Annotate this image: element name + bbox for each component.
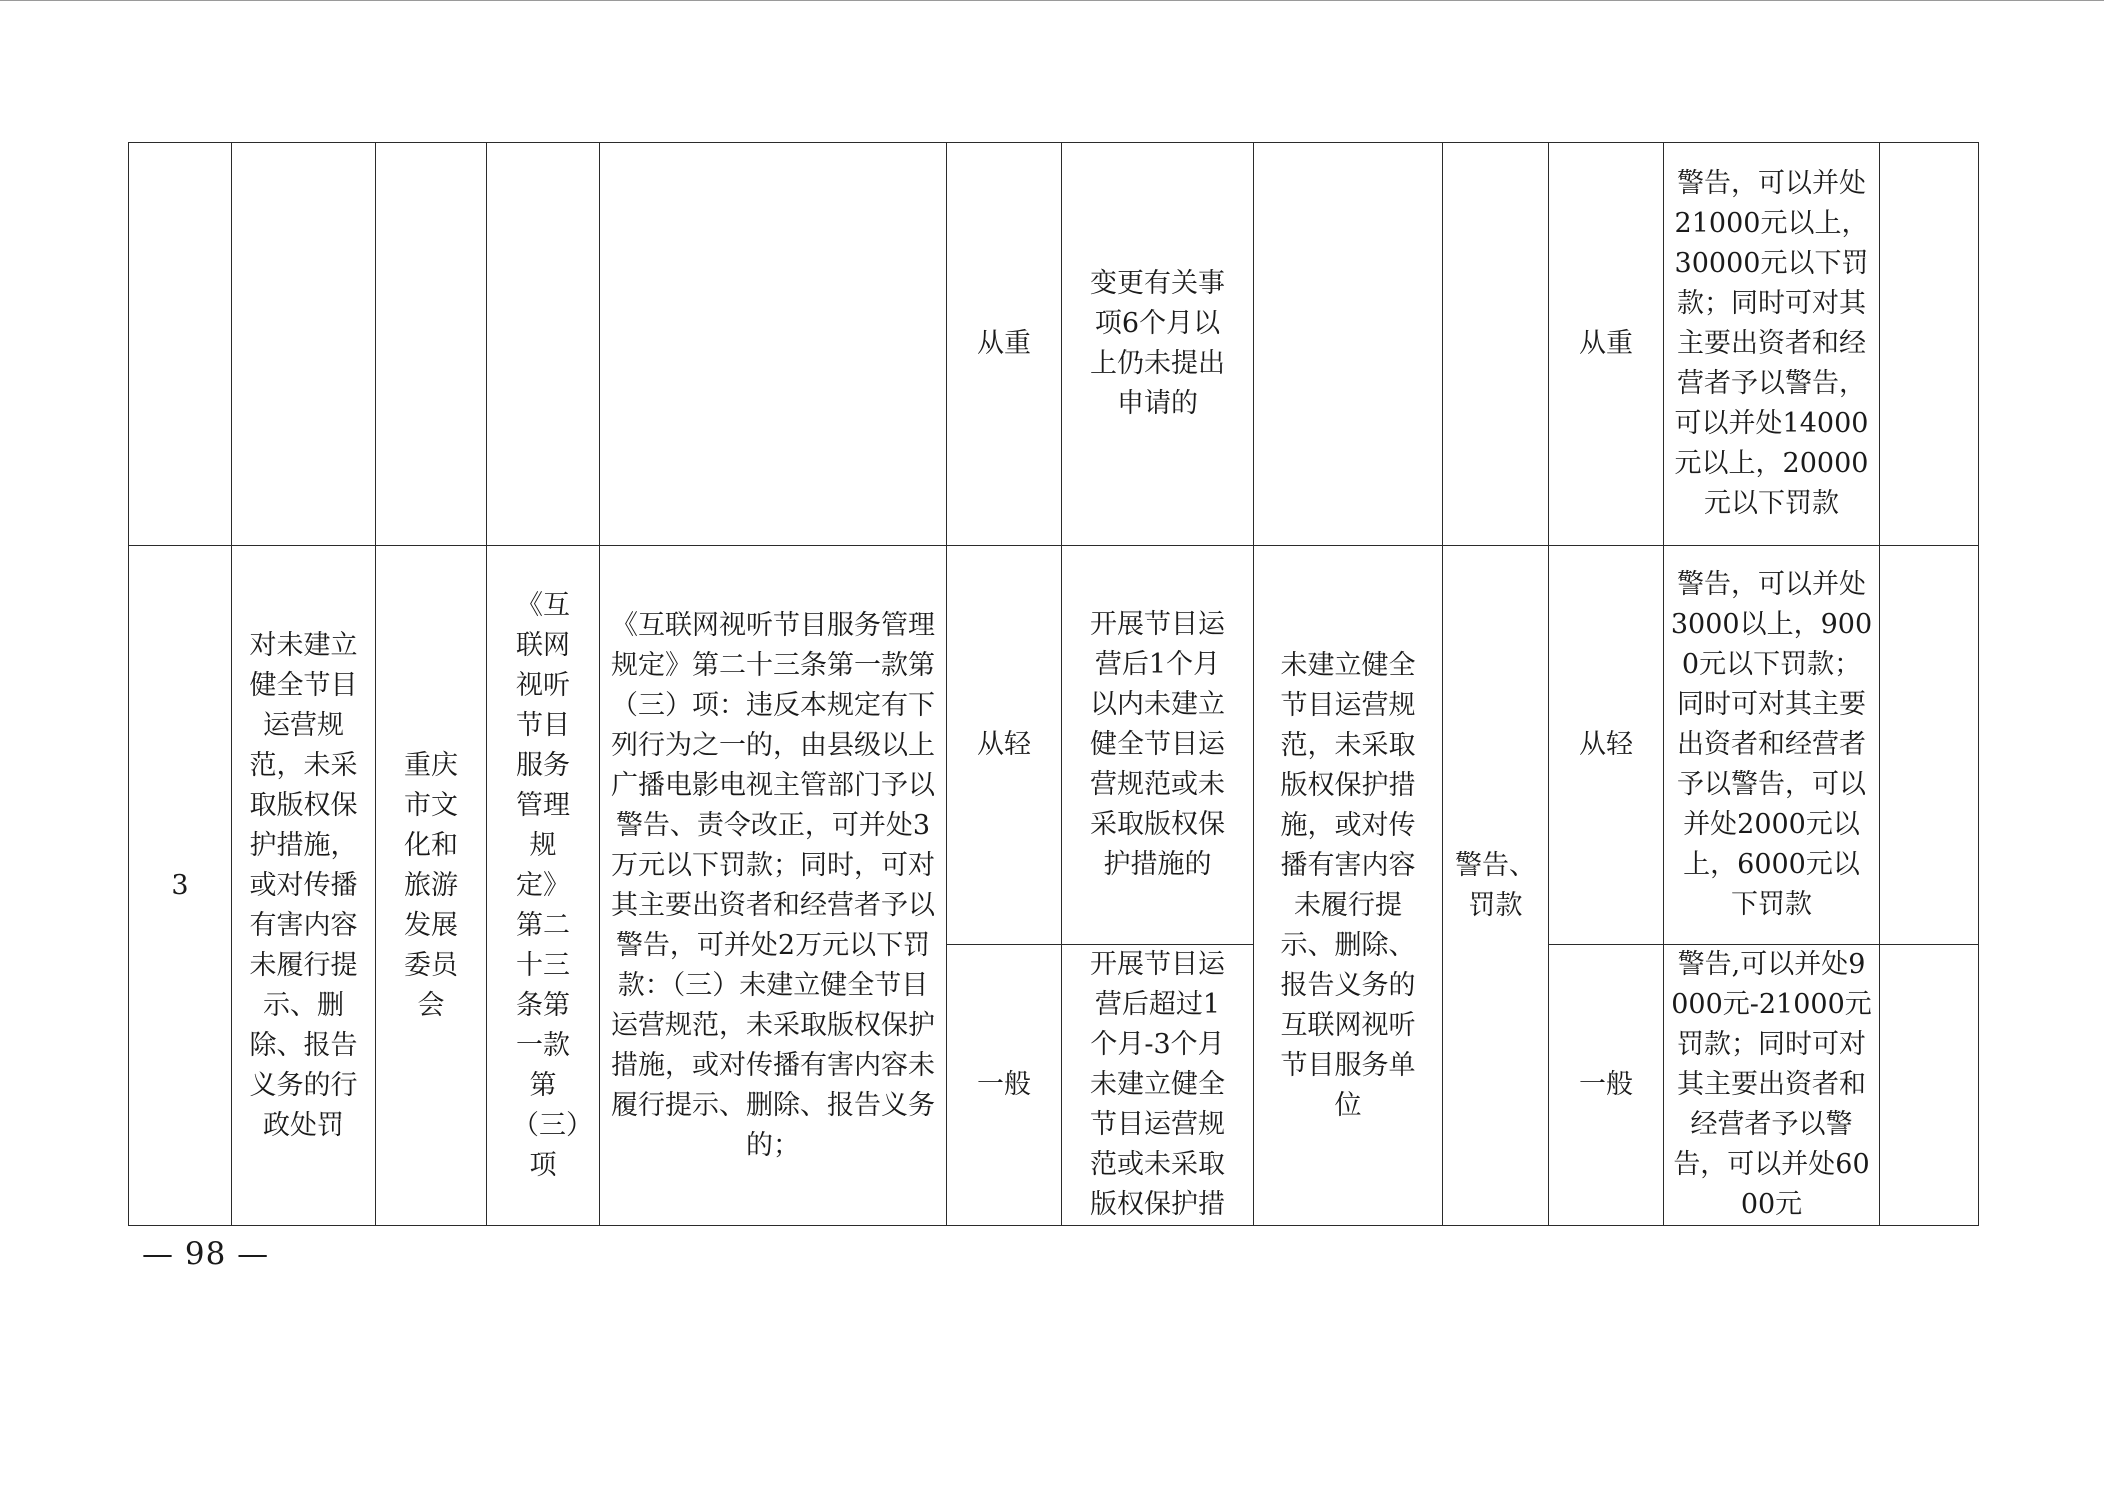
standard-text: 警告，可以并处21000元以上，30000元以下罚款；同时可对其主要出资者和经营者予以警告，可以并处14000元以上，20000元以下罚款 [1674, 168, 1869, 519]
standard-text-light: 警告，可以并处3000以上，9000元以下罚款；同时可对其主要出资者和经营者予以警告，可以并处2000元以上，6000元以下罚款 [1670, 569, 1873, 920]
level-cell-general: 一般 [947, 945, 1062, 1226]
authority-text: 重庆市文化和旅游发展委员会 [404, 749, 458, 1021]
standard-cell-light [1664, 546, 1880, 945]
legal-basis-cell [600, 546, 947, 1226]
subject-cell-empty [1254, 143, 1443, 546]
matter-text: 对未建立健全节目运营规范，未采取版权保护措施，或对传播有害内容未履行提示、删除、报告义务的行政处罚 [249, 629, 358, 1141]
level-repeat-cell-light: 从轻 [1549, 546, 1664, 945]
remark-cell-general [1880, 945, 1979, 1226]
standard-cell [1664, 143, 1880, 546]
legal-source-cell [487, 546, 600, 1226]
legal-source-text: 《互联网视听节目服务管理规定》第二十三条第一款第（三）项 [512, 589, 593, 1181]
penalty-type-cell-empty [1443, 143, 1549, 546]
level-cell: 从重 [947, 143, 1062, 546]
situation-text-light: 开展节目运营后1个月以内未建立健全节目运营规范或未采取版权保护措施的 [1090, 609, 1225, 880]
level-repeat-cell: 从重 [1549, 143, 1664, 546]
penalty-type-text: 警告、罚款 [1455, 849, 1536, 921]
subject-cell [1254, 546, 1443, 1226]
situation-text-general: 开展节目运营后超过1个月-3个月未建立健全节目运营规范或未采取版权保护措 [1090, 949, 1225, 1220]
number-cell-empty [129, 143, 232, 546]
penalty-discretion-table [128, 142, 1979, 1226]
situation-cell-general [1062, 945, 1254, 1226]
level-cell-light: 从轻 [947, 546, 1062, 945]
remark-cell-empty [1880, 143, 1979, 546]
authority-cell-empty [376, 143, 487, 546]
standard-text-general: 警告,可以并处9000元-21000元罚款；同时可对其主要出资者和经营者予以警告，可以并处6000元 [1671, 949, 1872, 1220]
legal-basis-text: 《互联网视听节目服务管理规定》第二十三条第一款第（三）项：违反本规定有下列行为之一的，由县级以上广播电影电视主管部门予以警告、责令改正，可并处3万元以下罚款；同时，可对其主要出资者和经营者予以警告，可并处2万元以下罚款：（三）未建立健全节目运营规范，未采取版权保护措施，或对传播有害内容未履行提示、删除、报告义务的； [611, 609, 935, 1161]
situation-cell [1062, 143, 1254, 546]
legal-basis-cell-empty [600, 143, 947, 546]
subject-text: 未建立健全节目运营规范，未采取版权保护措施，或对传播有害内容未履行提示、删除、报告义务的互联网视听节目服务单位 [1280, 649, 1416, 1121]
matter-cell-empty [232, 143, 376, 546]
legal-source-cell-empty [487, 143, 600, 546]
page-number: — 98 — [142, 1236, 270, 1272]
situation-cell-light [1062, 546, 1254, 945]
authority-cell [376, 546, 487, 1226]
top-border-line [0, 0, 2104, 1]
number-cell: 3 [129, 546, 232, 1226]
table-row-continued [129, 143, 1979, 546]
table-row-item3-light [129, 546, 1979, 945]
situation-text: 变更有关事项6个月以上仍未提出申请的 [1090, 268, 1225, 419]
matter-cell [232, 546, 376, 1226]
standard-cell-general [1664, 945, 1880, 1226]
level-repeat-cell-general: 一般 [1549, 945, 1664, 1226]
remark-cell-light [1880, 546, 1979, 945]
penalty-type-cell [1443, 546, 1549, 1226]
